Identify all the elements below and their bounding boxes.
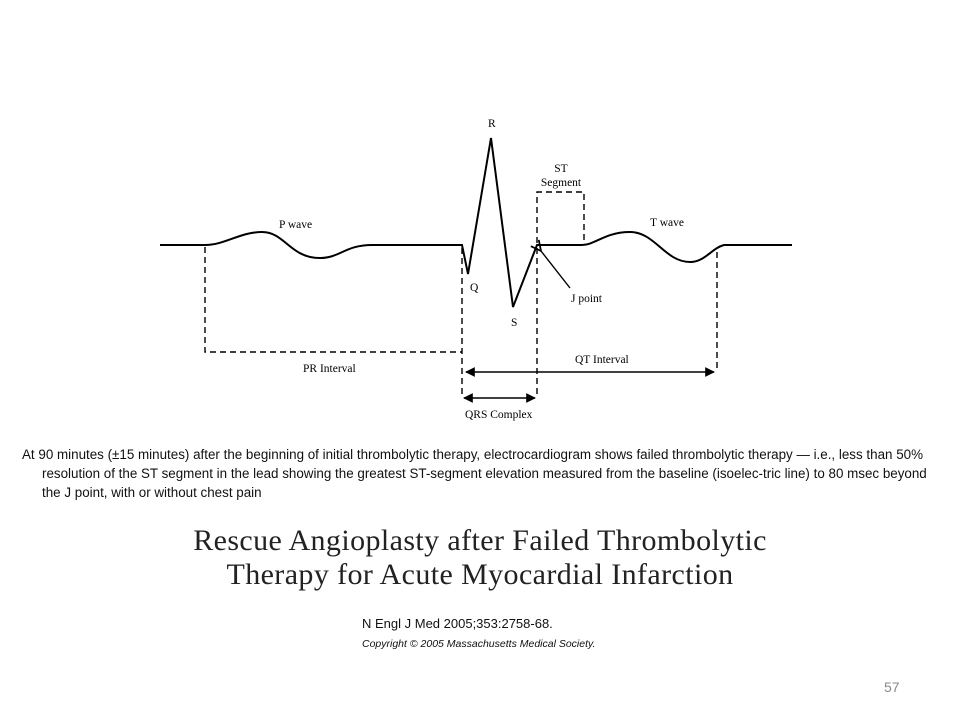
st-segment-box (537, 192, 584, 243)
title-line-1: Rescue Angioplasty after Failed Thrombolytic (193, 524, 767, 557)
slide-number: 57 (884, 679, 900, 695)
label-t-wave: T wave (650, 217, 684, 229)
label-qt-interval: QT Interval (575, 354, 629, 366)
label-pr-interval: PR Interval (303, 363, 356, 375)
caption-text: At 90 minutes (±15 minutes) after the beginning of initial thrombolytic therapy, electrocardiogram shows failed thrombolytic therapy — i.e., less than 50% resolution of the ST segment in the lead showing the greatest ST-segment elevation measured from the baseline (isoelec-tric line) to 80 msec beyond the J point, with or without chest pain (22, 447, 927, 500)
label-p-wave: P wave (279, 219, 313, 231)
copyright-notice: Copyright © 2005 Massachusetts Medical Society. (362, 638, 596, 650)
j-point-pointer (541, 251, 570, 288)
label-s: S (511, 317, 518, 329)
label-q: Q (470, 282, 479, 294)
label-st-line2: Segment (540, 177, 582, 189)
label-qrs-complex: QRS Complex (465, 409, 533, 421)
journal-citation: N Engl J Med 2005;353:2758-68. (362, 616, 553, 631)
pr-interval-bracket (205, 247, 462, 352)
slide-title (0, 524, 960, 592)
label-j-point: J point (571, 293, 602, 305)
label-st-line1: ST (554, 163, 568, 175)
title-line-2: Therapy for Acute Myocardial Infarction (226, 558, 734, 591)
figure-caption (22, 445, 942, 502)
label-r: R (488, 118, 496, 130)
